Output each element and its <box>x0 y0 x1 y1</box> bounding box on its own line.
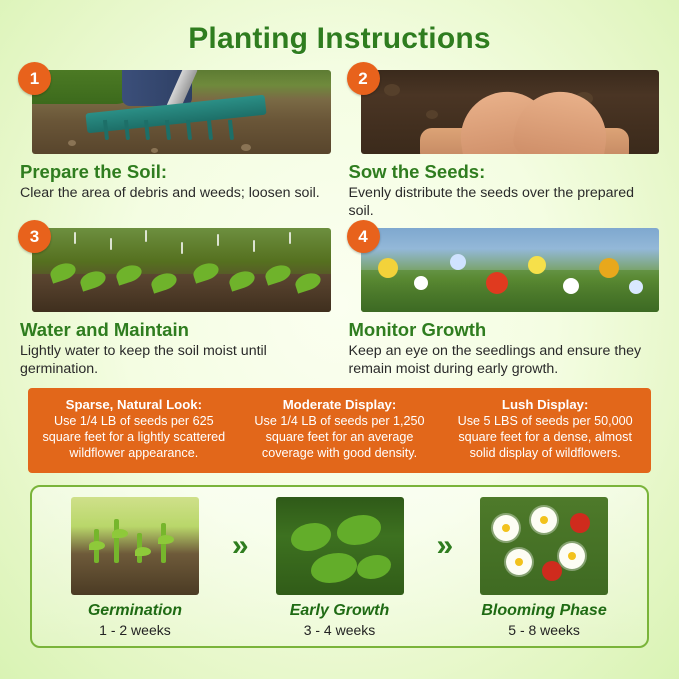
coverage-sparse-title: Sparse, Natural Look: <box>65 397 202 413</box>
early-growth-duration: 3 - 4 weeks <box>303 621 376 638</box>
step-3 <box>20 224 331 378</box>
coverage-option-sparse <box>38 397 230 462</box>
blooming-phase-duration: 5 - 8 weeks <box>508 621 580 638</box>
step-2-description: Evenly distribute the seeds over the prepared soil. <box>348 185 634 220</box>
coverage-lush-text: Use 5 LBS of seeds per 50,000 square feet for a dense, almost solid display of wildflowers. <box>457 414 633 460</box>
soil-rake-illustration <box>32 70 331 154</box>
coverage-moderate-text: Use 1/4 LB of seeds per 1,250 square feet for an average coverage with good density. <box>254 414 425 460</box>
chevron-right-icon-1: » <box>231 528 243 562</box>
blooming-phase-title: Blooming Phase <box>481 601 607 619</box>
timeline-stage-blooming <box>449 497 639 638</box>
steps-grid <box>20 66 659 378</box>
step-2-number: 2 <box>347 62 380 95</box>
coverage-lush-title: Lush Display: <box>501 397 589 413</box>
early-growth-image <box>276 497 404 595</box>
step-3-title: Water and Maintain <box>20 319 189 341</box>
watering-seedlings-illustration <box>32 228 331 312</box>
hands-soil-illustration <box>361 70 660 154</box>
blooming-phase-image <box>480 497 608 595</box>
step-2-title: Sow the Seeds: <box>348 161 486 182</box>
growth-timeline <box>30 485 649 648</box>
coverage-option-lush <box>449 397 641 462</box>
step-4-image <box>361 228 660 312</box>
page-title: Planting Instructions <box>188 22 491 55</box>
step-2-image <box>361 70 660 154</box>
step-1-title: Prepare the Soil: <box>20 161 168 182</box>
leafy-seedling-illustration <box>276 497 404 595</box>
wildflowers-illustration <box>361 228 660 312</box>
step-3-image <box>32 228 331 312</box>
step-1-image <box>32 70 331 154</box>
germination-image <box>71 497 199 595</box>
step-4-title: Monitor Growth <box>348 319 487 341</box>
chevron-right-icon-2: » <box>436 528 448 562</box>
step-4-description: Keep an eye on the seedlings and ensure they remain moist during early growth. <box>348 343 642 378</box>
step-1 <box>20 66 331 220</box>
coverage-option-moderate <box>244 397 436 462</box>
early-growth-title: Early Growth <box>289 601 390 619</box>
coverage-moderate-title: Moderate Display: <box>282 397 397 413</box>
germination-title: Germination <box>87 601 183 619</box>
step-2 <box>349 66 660 220</box>
daisies-illustration <box>480 497 608 595</box>
timeline-stage-early-growth <box>245 497 435 638</box>
step-3-description: Lightly water to keep the soil moist until germination. <box>20 343 267 378</box>
step-4 <box>349 224 660 378</box>
sprouts-illustration <box>71 497 199 595</box>
germination-duration: 1 - 2 weeks <box>99 621 171 638</box>
coverage-panel <box>28 388 651 473</box>
step-3-number: 3 <box>18 220 51 253</box>
coverage-sparse-text: Use 1/4 LB of seeds per 625 square feet for a lightly scattered wildflower appearance. <box>42 414 226 460</box>
step-1-description: Clear the area of debris and weeds; loosen soil. <box>20 185 320 201</box>
step-1-number: 1 <box>18 62 51 95</box>
timeline-stage-germination <box>40 497 230 638</box>
step-4-number: 4 <box>347 220 380 253</box>
